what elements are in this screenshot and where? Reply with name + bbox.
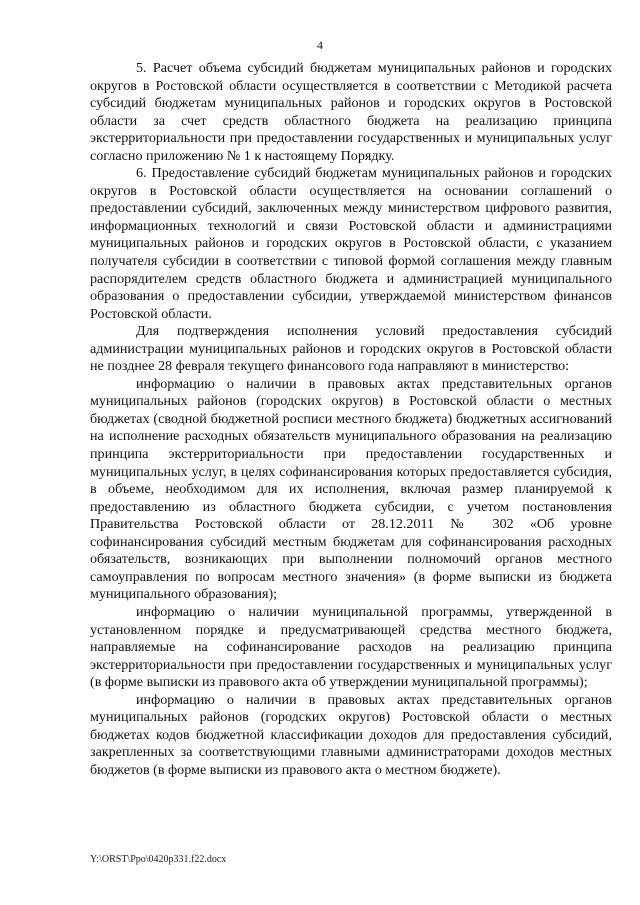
page-number: 4	[317, 38, 323, 52]
document-body	[90, 60, 612, 779]
paragraph-municipal-program-info: информацию о наличии муниципальной программы, утвержденной в установленном порядке и предусматривающей средства местного бюджета, направляемые на софинансирование расходов на реализацию принципа экстерриториальности при предоставлении государственных и муниципальных услуг (в форме выписки из правового акта об утверждении муниципальной программы);	[90, 603, 612, 691]
paragraph-budget-classification-codes-info: информацию о наличии в правовых актах представительных органов муниципальных районов (городских округов) Ростовской области о местных бюджетах кодов бюджетной классификации доходов для предоставления субсидий, закрепленных за соответствующими главными администраторами доходов местных бюджетов (в форме выписки из правового акта о местном бюджете).	[90, 691, 612, 778]
paragraph-5-calculation: 5. Расчет объема субсидий бюджетам муниципальных районов и городских округов в Ростовской области осуществляется в соответствии с Методикой расчета субсидий бюджетам муниципальных районов и городских округов в Ростовской области за счет средств областного бюджета на реализацию принципа экстерриториальности при предоставлении государственных и муниципальных услуг согласно приложению № 1 к настоящему Порядку.	[90, 60, 612, 164]
paragraph-6-agreements: 6. Предоставление субсидий бюджетам муниципальных районов и городских округов в Ростовской области осуществляется на основании соглашений о предоставлении субсидий, заключенных между министерством цифрового развития, информационных технологий и связи Ростовской области и администрациями муниципальных районов и городских округов в Ростовской области, с указанием получателя субсидии в соответствии с типовой формой соглашения между главным распорядителем средств областного бюджета и администрацией муниципального образования о предоставлении субсидии, утверждаемой министерством финансов Ростовской области.	[90, 165, 612, 322]
paragraph-confirmation-requirements: Для подтверждения исполнения условий предоставления субсидий администрации муниципальных районов и городских округов в Ростовской области не позднее 28 февраля текущего финансового года направляют в министерство:	[90, 323, 612, 375]
footer-file-path: Y:\ORST\Ppo\0420p331.f22.docx	[90, 854, 227, 865]
paragraph-budget-allocations-info: информацию о наличии в правовых актах представительных органов муниципальных районов (городских округов) в Ростовской области о местных бюджетах (сводной бюджетной росписи местного бюджета) бюджетных ассигнований на исполнение расходных обязательств муниципального образования на реализацию принципа экстерриториальности при предоставлении государственных и муниципальных услуг, в целях софинансирования которых предоставляется субсидия, в объеме, необходимом для их исполнения, включая размер планируемой к предоставлению из областного бюджета субсидии, с учетом постановления Правительства Ростовской области от 28.12.2011 № 302 «Об уровне софинансирования субсидий местным бюджетам для софинансирования расходных обязательств, возникающих при выполнении полномочий органов местного самоуправления по вопросам местного значения» (в форме выписки из бюджета муниципального образования);	[90, 375, 612, 603]
